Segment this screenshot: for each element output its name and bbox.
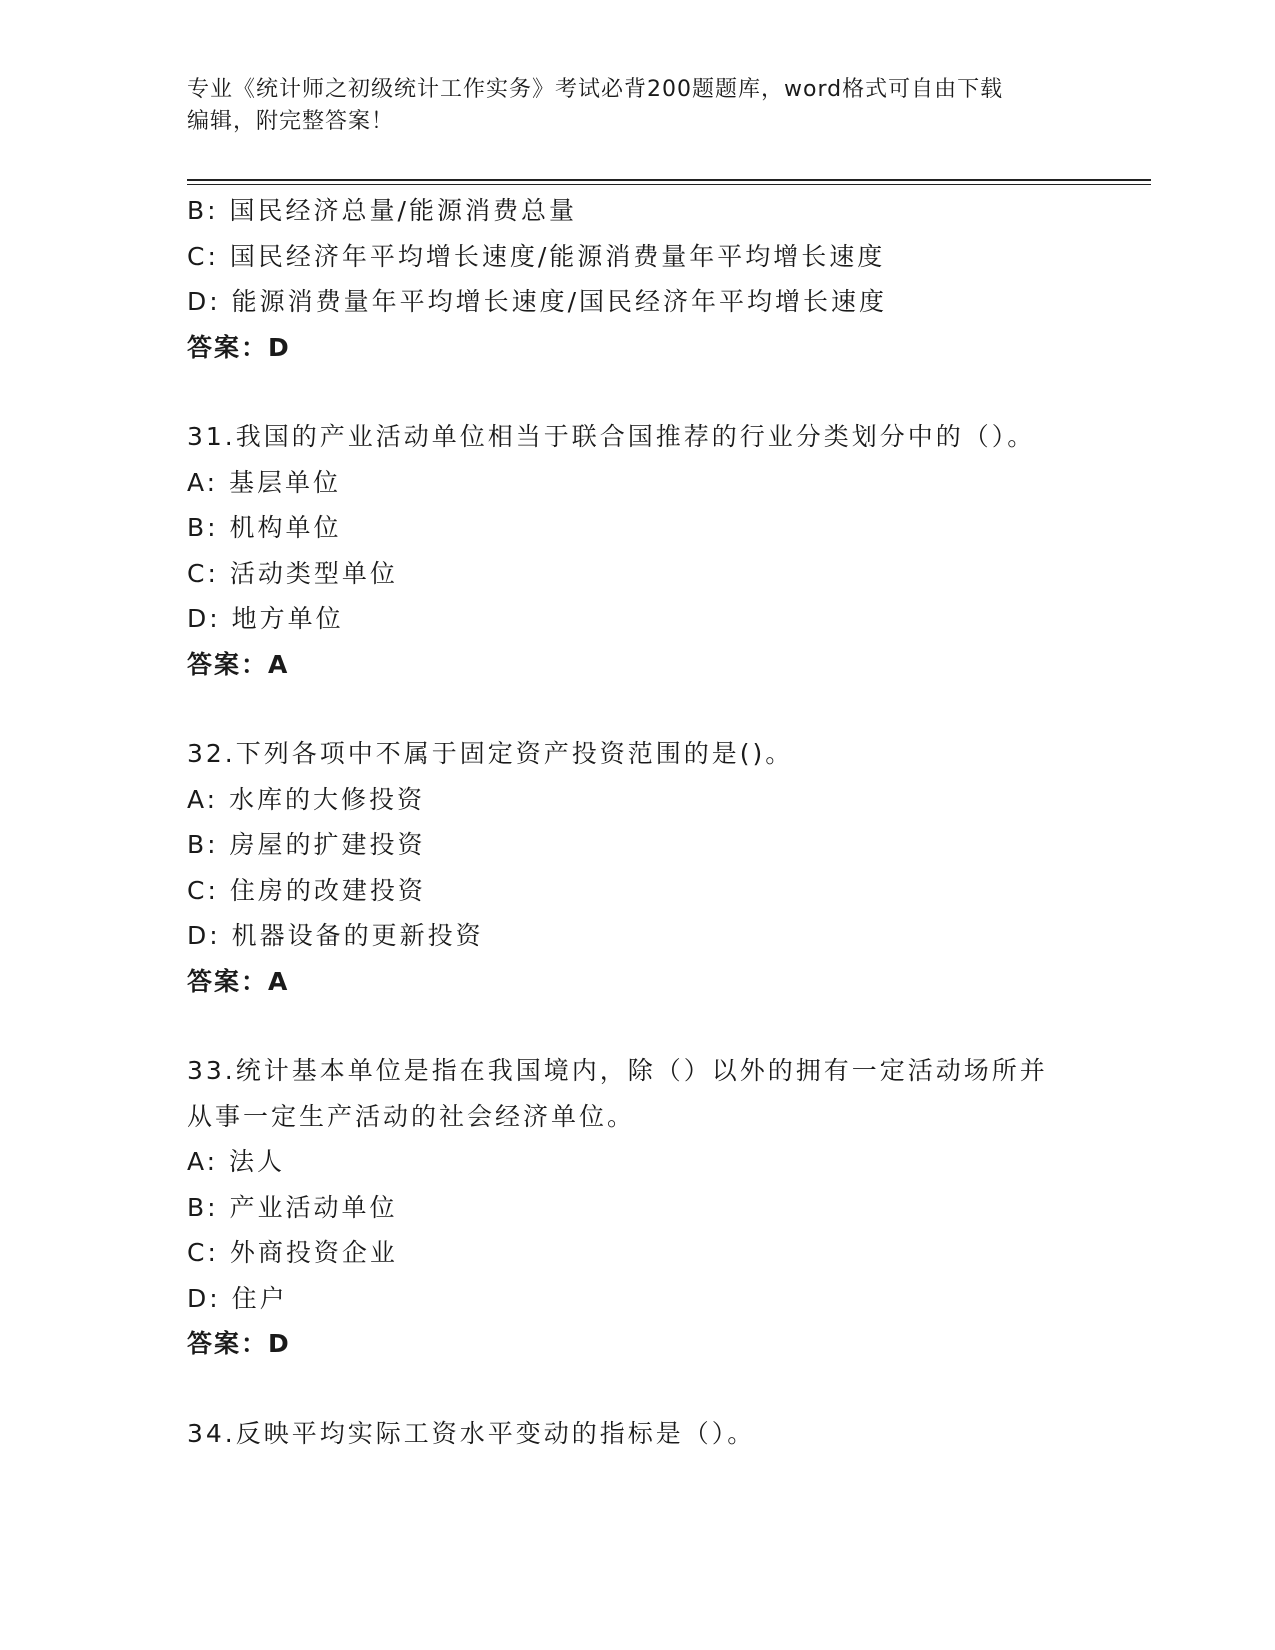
header-title-line-1: 专业《统计师之初级统计工作实务》考试必背200题题库，word格式可自由下载: [187, 77, 1004, 102]
option-c: C: 活动类型单位: [187, 558, 398, 588]
question-32: [187, 731, 1087, 1004]
option-c: C: 外商投资企业: [187, 1238, 398, 1267]
option-b: B: 房屋的扩建投资: [187, 830, 426, 859]
option-d: D: 机器设备的更新投资: [187, 921, 484, 950]
answer: 答案：A: [187, 649, 290, 679]
option-d: D: 住户: [187, 1283, 288, 1313]
header-title-line-2: 编辑，附完整答案！: [187, 109, 395, 134]
option-c: C: 国民经济年平均增长速度/能源消费量年平均增长速度: [187, 241, 886, 271]
option-c: C: 住房的改建投资: [187, 875, 426, 905]
question-text: 32.下列各项中不属于固定资产投资范围的是()。: [187, 739, 794, 768]
answer: 答案：A: [187, 966, 290, 996]
question-34: [187, 1411, 1087, 1457]
option-b: B: 机构单位: [187, 513, 342, 542]
option-a: A: 法人: [187, 1147, 286, 1176]
answer: 答案：D: [187, 332, 291, 362]
question-33: [187, 1048, 1087, 1367]
option-a: A: 水库的大修投资: [187, 784, 426, 814]
question-text: 34.反映平均实际工资水平变动的指标是（）。: [187, 1418, 756, 1448]
document-header: [187, 74, 1087, 138]
option-d: D: 地方单位: [187, 604, 344, 633]
option-d: D: 能源消费量年平均增长速度/国民经济年平均增长速度: [187, 287, 888, 316]
answer: 答案：D: [187, 1329, 291, 1358]
option-b: B: 国民经济总量/能源消费总量: [187, 196, 577, 225]
option-a: A: 基层单位: [187, 467, 342, 497]
question-31: [187, 414, 1087, 687]
header-divider-thin: [187, 184, 1151, 185]
question-list: [187, 188, 1087, 1456]
question-text-line-1: 33.统计基本单位是指在我国境内，除（）以外的拥有一定活动场所并: [187, 1056, 1048, 1085]
question-30-continued: [187, 188, 1087, 370]
question-text: 31.我国的产业活动单位相当于联合国推荐的行业分类划分中的（）。: [187, 422, 1036, 451]
question-text-line-2: 从事一定生产活动的社会经济单位。: [187, 1101, 636, 1131]
option-b: B: 产业活动单位: [187, 1192, 398, 1222]
header-divider-thick: [187, 179, 1151, 181]
